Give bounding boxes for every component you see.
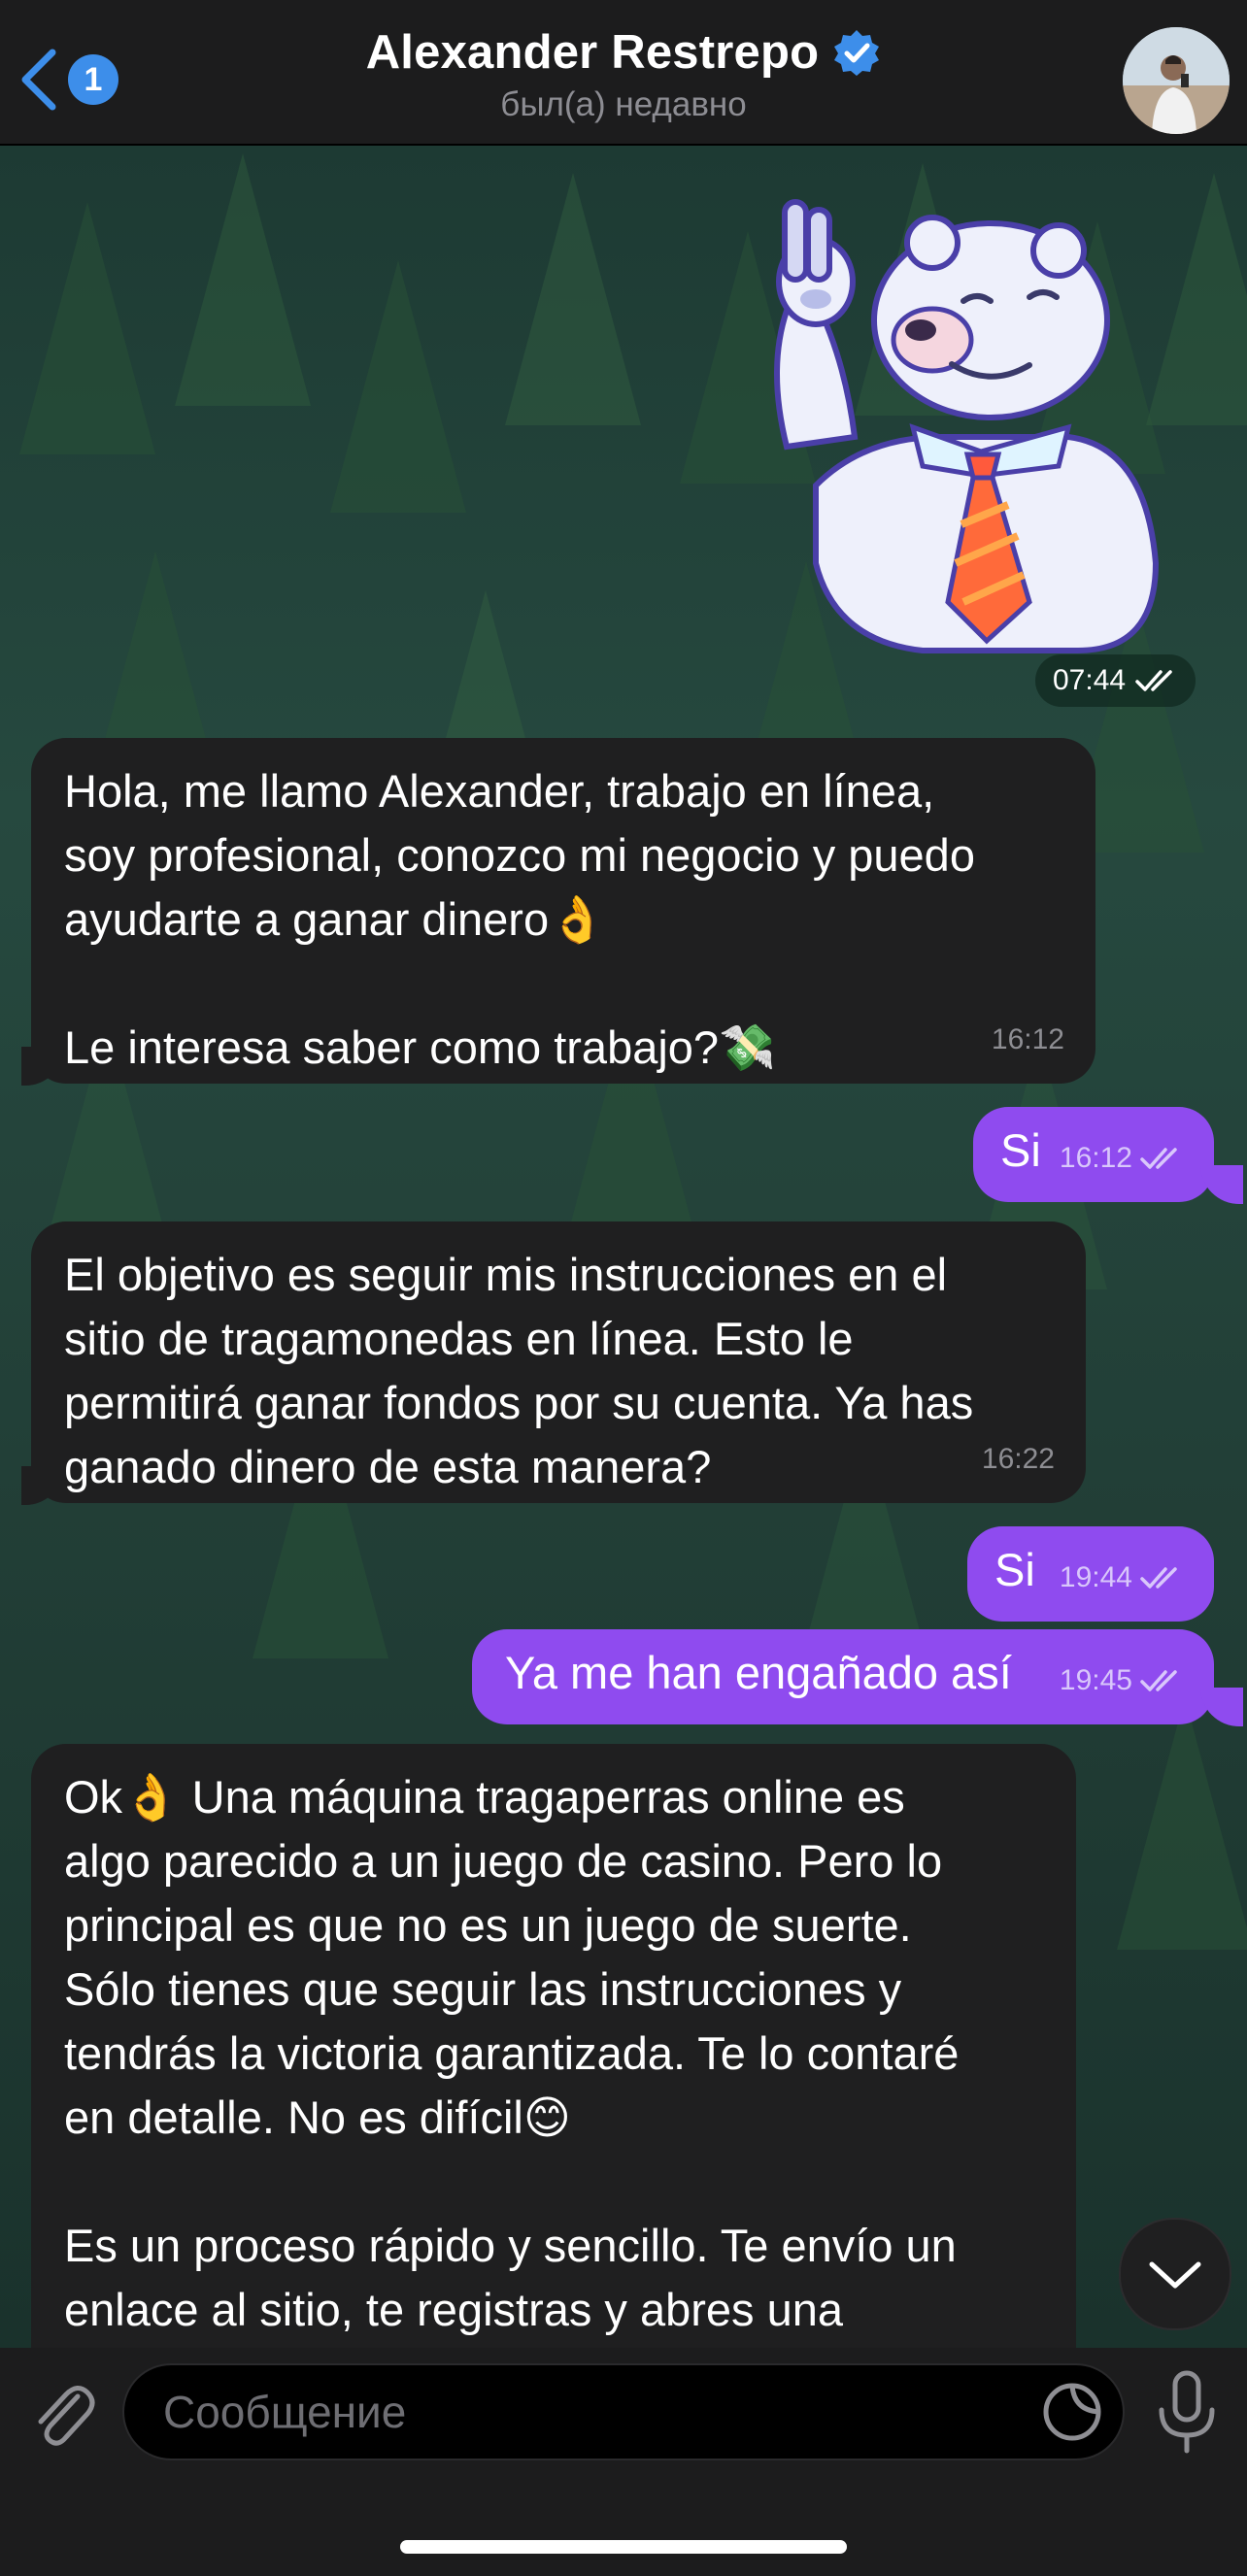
message-text: El objetivo es seguir mis instrucciones en el sitio de tragamonedas en línea. Esto le permitirá ganar fondos por su cuenta. Ya has ganado dinero de esta manera? [64,1249,974,1492]
double-check-icon [1140,1146,1183,1171]
message-meta [992,1008,1064,1072]
message-input-bar [0,2348,1247,2576]
message-time: 19:45 [1059,1664,1132,1696]
message-time: 16:12 [991,1023,1064,1055]
microphone-icon[interactable] [1152,2369,1222,2455]
double-check-icon [1140,1565,1183,1590]
back-button[interactable] [16,43,132,115]
chat-title: Alexander Restrepo [365,26,820,79]
message-input[interactable] [122,2363,1125,2460]
message-bubble-outgoing[interactable] [967,1526,1214,1622]
message-meta [1060,1546,1183,1610]
message-text: Ya me han engañado así [505,1647,1012,1698]
message-bubble-outgoing[interactable] [973,1107,1214,1202]
chevron-left-icon [19,49,58,111]
polar-bear-sticker[interactable] [748,194,1175,660]
message-time: 19:44 [1059,1561,1132,1593]
message-text: Si [1000,1124,1041,1176]
message-text: Ok👌 Una máquina tragaperras online es algo parecido a un juego de casino. Pero lo principal es que no es un juego de suerte. Sólo tienes que seguir las instrucciones y tendrás la victoria garantizada. Te lo contaré en detalle. No es difícil😊 Es un proceso rápido y sencillo. Te envío un enlace al sitio, te registras y abres una [64,1771,960,2335]
message-time: 16:22 [981,1443,1055,1475]
sticker-icon[interactable] [1041,2381,1103,2443]
sticker-timestamp [1035,654,1196,707]
home-indicator [400,2540,847,2554]
avatar-photo-icon [1123,27,1230,134]
chat-header [0,0,1247,146]
message-bubble-incoming[interactable] [31,738,1095,1084]
message-bubble-incoming[interactable] [31,1744,1076,2404]
message-input-placeholder: Сообщение [163,2387,407,2437]
double-check-icon [1140,1668,1183,1693]
message-time: 16:12 [1059,1142,1132,1174]
verified-badge-icon [832,28,881,77]
sticker-time-text: 07:44 [1053,664,1127,696]
paperclip-icon[interactable] [27,2375,95,2449]
last-seen-status: был(а) недавно [500,85,747,123]
message-bubble-incoming[interactable] [31,1221,1086,1503]
scroll-to-bottom-button[interactable] [1119,2218,1231,2330]
message-bubble-outgoing[interactable] [472,1629,1214,1724]
unread-badge: 1 [68,54,118,105]
message-meta [982,1427,1055,1491]
chevron-down-icon [1148,2258,1202,2290]
chat-title-area[interactable] [194,25,1053,124]
message-meta [1060,1649,1183,1713]
avatar[interactable] [1123,27,1230,134]
message-text: Si [994,1544,1035,1595]
message-meta [1060,1126,1183,1190]
message-text: Hola, me llamo Alexander, trabajo en línea, soy profesional, conozco mi negocio y puedo ayudarte a ganar dinero👌 Le interesa saber como trabajo?💸 [64,765,975,1073]
polar-bear-icon [748,194,1175,660]
double-check-icon [1135,668,1178,693]
